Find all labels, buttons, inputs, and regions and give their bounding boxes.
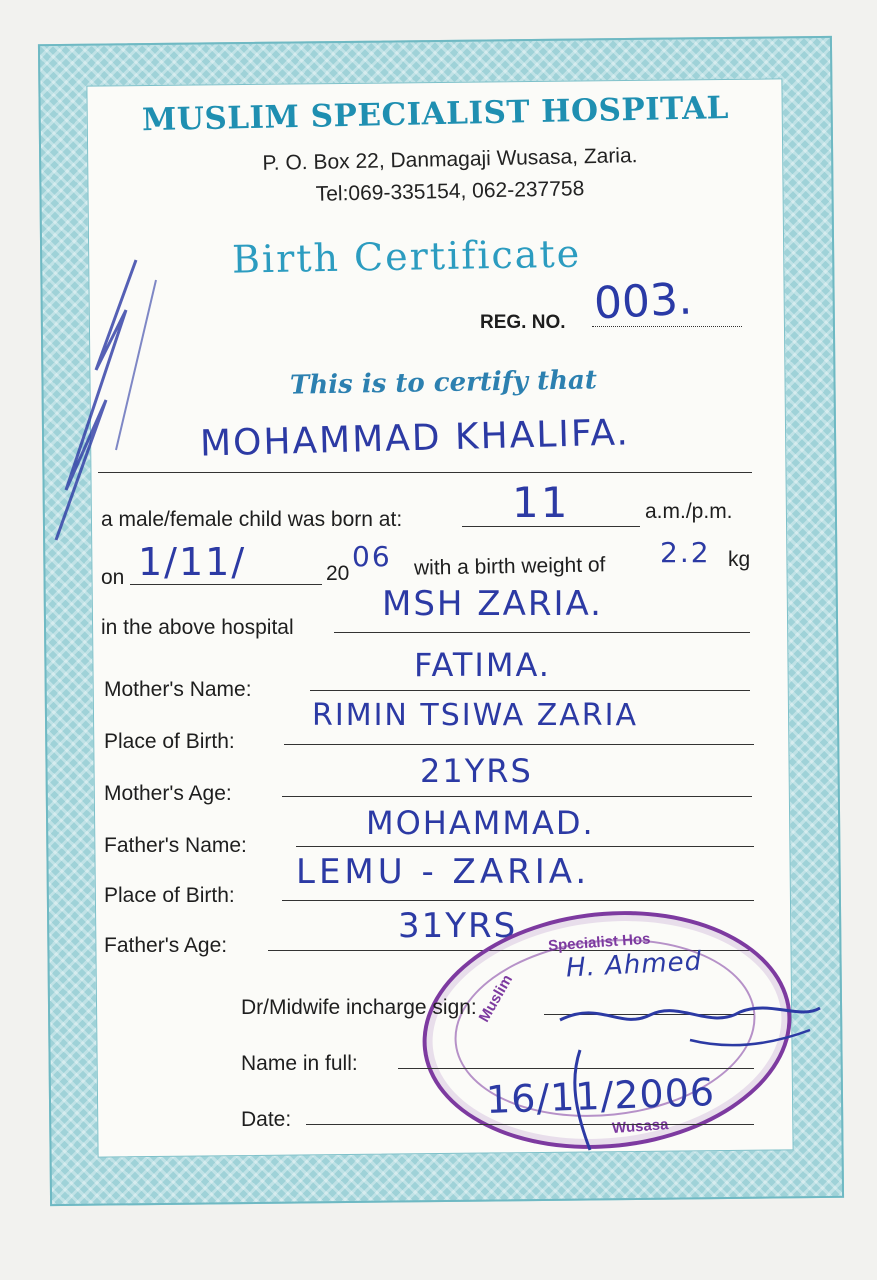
stamp-top-text: Specialist Hos [547, 930, 652, 955]
father-name-line [296, 846, 754, 847]
hospital-value: MSH ZARIA. [382, 584, 603, 624]
time-value: 11 [512, 478, 570, 527]
hospital-label: in the above hospital [101, 616, 294, 639]
father-name-value: MOHAMMAD. [366, 804, 595, 842]
mother-birthplace-line [284, 744, 754, 745]
signoff-date-value: 16/11/2006 [485, 1070, 716, 1122]
born-at-label: a male/female child was born at: [101, 508, 403, 531]
signature-scribble-icon [540, 990, 830, 1160]
date-label: Date: [241, 1108, 292, 1131]
reg-value: 003. [592, 273, 694, 330]
mother-age-value: 21YRS [420, 752, 533, 790]
child-name: MOHAMMAD KHALIFA. [199, 412, 631, 465]
weight-value: 2.2 [660, 536, 711, 569]
certify-text: This is to certify that [289, 365, 598, 401]
father-birthplace-line [282, 900, 754, 901]
mother-birthplace-value: RIMIN TSIWA ZARIA [312, 698, 638, 733]
father-name-label: Father's Name: [104, 834, 247, 857]
stamp-left-text: Muslim [475, 971, 517, 1026]
weight-unit: kg [728, 548, 751, 571]
name-label: Name in full: [241, 1052, 358, 1075]
weight-label: with a birth weight of [413, 553, 606, 580]
mother-name-line [310, 690, 750, 691]
mother-name-label: Mother's Name: [104, 678, 252, 701]
father-age-label: Father's Age: [104, 934, 228, 957]
on-label: on [101, 566, 125, 589]
father-age-value: 31YRS [398, 906, 518, 946]
date-line [130, 584, 322, 585]
hospital-telephone: Tel:069-335154, 062-237758 [315, 177, 585, 206]
century-label: 20 [326, 562, 350, 585]
year-value: 06 [352, 540, 392, 573]
certificate-title: Birth Certificate [231, 231, 582, 282]
reg-line [592, 326, 742, 327]
mother-age-label: Mother's Age: [104, 782, 232, 805]
mother-age-line [282, 796, 752, 797]
stamp-bottom-text: Wusasa [611, 1116, 669, 1137]
am-pm-label: a.m./p.m. [645, 500, 733, 523]
mother-name-value: FATIMA. [414, 646, 551, 684]
mother-birthplace-label: Place of Birth: [104, 730, 235, 753]
father-birthplace-value: LEMU - ZARIA. [296, 852, 591, 892]
sign-label: Dr/Midwife incharge sign: [241, 996, 477, 1019]
hospital-name: MUSLIM SPECIALIST HOSPITAL [141, 89, 730, 139]
child-name-line [98, 472, 752, 473]
hospital-address: P. O. Box 22, Danmagaji Wusasa, Zaria. [262, 144, 638, 175]
father-birthplace-label: Place of Birth: [104, 884, 235, 907]
hospital-line [334, 632, 750, 633]
signature-name: H. Ahmed [565, 946, 703, 984]
date-value: 1/11/ [138, 540, 247, 584]
margin-scribble-icon [36, 250, 166, 550]
reg-label: REG. NO. [480, 312, 566, 333]
